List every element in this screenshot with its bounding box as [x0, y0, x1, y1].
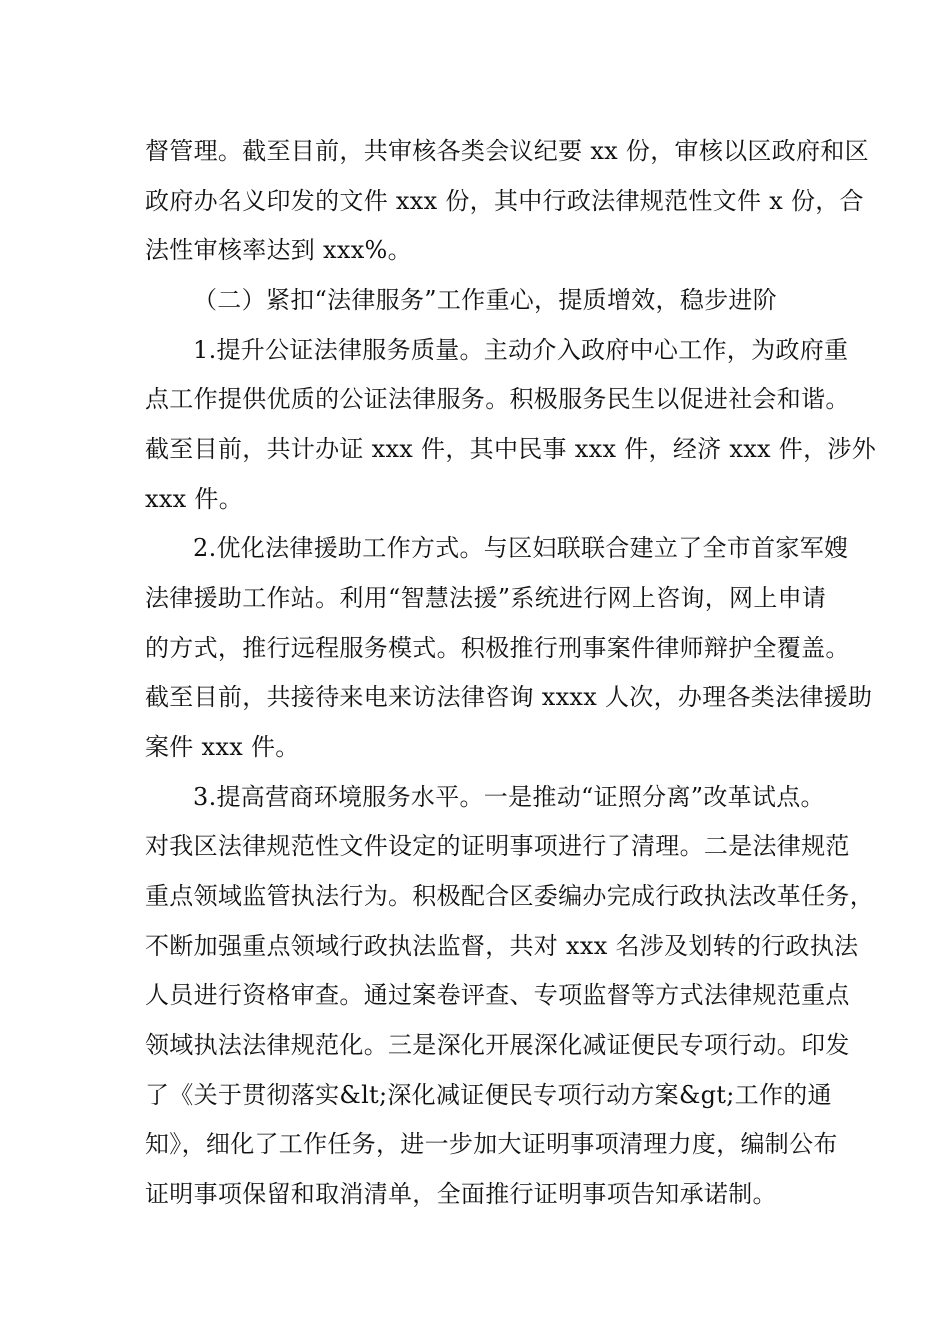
section-heading: （二）紧扣“法律服务”工作重心，提质增效，稳步进阶 [193, 286, 778, 314]
text-line: 2.优化法律援助工作方式。与区妇联联合建立了全市首家军嫂 [193, 534, 849, 562]
text-line: 截至目前，共计办证 xxx 件，其中民事 xxx 件，经济 xxx 件，涉外 [145, 435, 876, 463]
text-line: 点工作提供优质的公证法律服务。积极服务民生以促进社会和谐。 [145, 385, 850, 413]
text-line: 对我区法律规范性文件设定的证明事项进行了清理。二是法律规范 [145, 832, 850, 860]
text-line: 法律援助工作站。利用“智慧法援”系统进行网上咨询，网上申请 [145, 584, 827, 612]
text-line: 人员进行资格审查。通过案卷评查、专项监督等方式法律规范重点 [145, 981, 850, 1009]
text-line: xxx 件。 [145, 485, 244, 513]
text-line: 知》，细化了工作任务，进一步加大证明事项清理力度，编制公布 [145, 1130, 838, 1158]
text-line: 督管理。截至目前，共审核各类会议纪要 xx 份，审核以区政府和区 [145, 137, 869, 165]
text-line: 截至目前，共接待来电来访法律咨询 xxxx 人次，办理各类法律援助 [145, 683, 873, 711]
text-line: 不断加强重点领域行政执法监督，共对 xxx 名涉及划转的行政执法 [145, 932, 859, 960]
text-line: 案件 xxx 件。 [145, 733, 300, 761]
text-line: 的方式，推行远程服务模式。积极推行刑事案件律师辩护全覆盖。 [145, 634, 850, 662]
text-line: 证明事项保留和取消清单，全面推行证明事项告知承诺制。 [145, 1180, 777, 1208]
text-line: 1.提升公证法律服务质量。主动介入政府中心工作，为政府重 [193, 336, 849, 364]
text-line: 了《关于贯彻落实&lt;深化减证便民专项行动方案&gt;工作的通 [145, 1081, 832, 1109]
text-line: 政府办名义印发的文件 xxx 份，其中行政法律规范性文件 x 份，合 [145, 187, 864, 215]
text-line: 重点领域监管执法行为。积极配合区委编办完成行政执法改革任务， [145, 882, 874, 910]
text-line: 法性审核率达到 xxx%。 [145, 236, 412, 264]
text-line: 领域执法法律规范化。三是深化开展深化减证便民专项行动。印发 [145, 1031, 850, 1059]
text-line: 3.提高营商环境服务水平。一是推动“证照分离”改革试点。 [193, 783, 825, 811]
